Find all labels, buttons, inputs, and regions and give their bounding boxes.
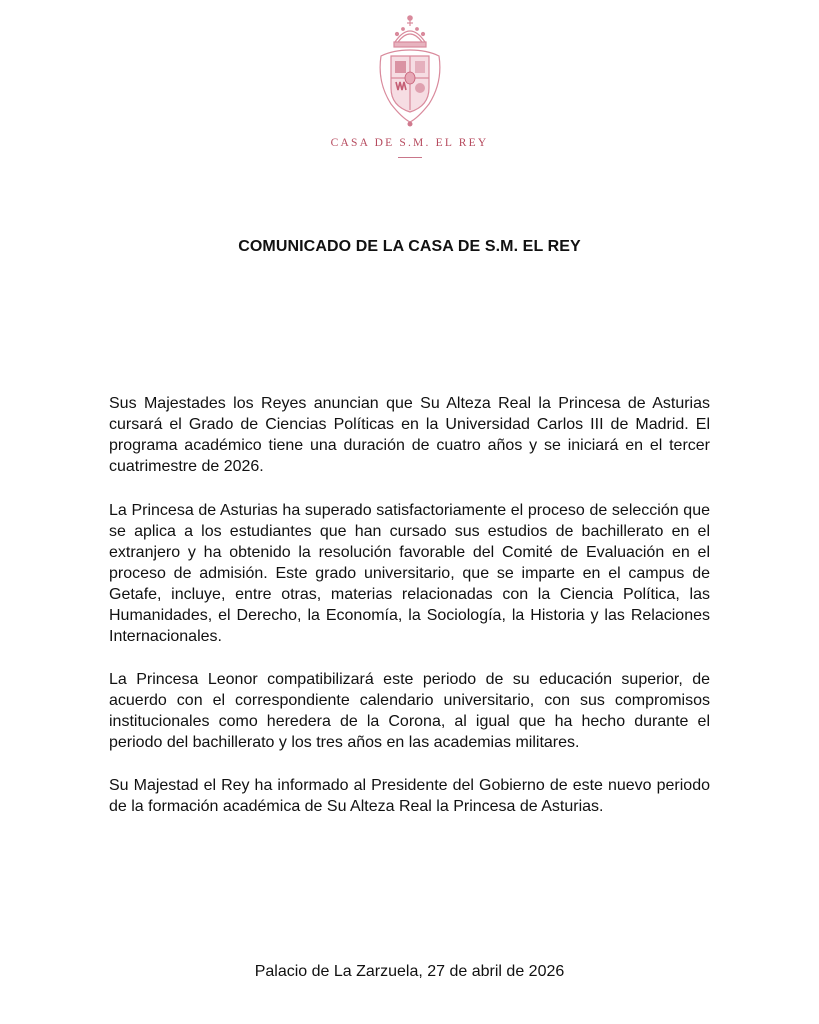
place-date-footer: Palacio de La Zarzuela, 27 de abril de 2026 <box>254 963 565 980</box>
paragraph-3: La Princesa Leonor compatibilizará este periodo de su educación superior, de acuerdo con el correspondiente calendario universitario, con sus compromisos institucionales como heredera de la Corona, al igual que ha hecho durante el periodo del bachillerato y los tres años en las academias militares. <box>109 671 710 751</box>
paragraph-2: La Princesa de Asturias ha superado satisfactoriamente el proceso de selección que se aplica a los estudiantes que han cursado sus estudios de bachillerato en el extranjero y ha obtenido la resolución favorable del Comité de Evaluación en el proceso de admisión. Este grado universitario, que se imparte en el campus de Getafe, incluye, entre otras, materias relacionadas con la Ciencia Política, las Humanidades, el Derecho, la Economía, la Sociología, la Historia y las Relaciones Internacionales. <box>109 502 710 645</box>
statement-body <box>109 393 710 839</box>
page-title: COMUNICADO DE LA CASA DE S.M. EL REY <box>238 238 581 255</box>
royal-coat-of-arms-icon <box>367 12 453 130</box>
header-divider <box>398 157 422 158</box>
paragraph-4: Su Majestad el Rey ha informado al Presidente del Gobierno de este nuevo periodo de la formación académica de Su Alteza Real la Princesa de Asturias. <box>109 777 710 815</box>
paragraph-1: Sus Majestades los Reyes anuncian que Su Alteza Real la Princesa de Asturias cursará el Grado de Ciencias Políticas en la Universidad Carlos III de Madrid. El programa académico tiene una duración de cuatro años y se iniciará en el tercer cuatrimestre de 2026. <box>109 395 710 475</box>
institution-name: CASA DE S.M. EL REY <box>330 137 489 149</box>
